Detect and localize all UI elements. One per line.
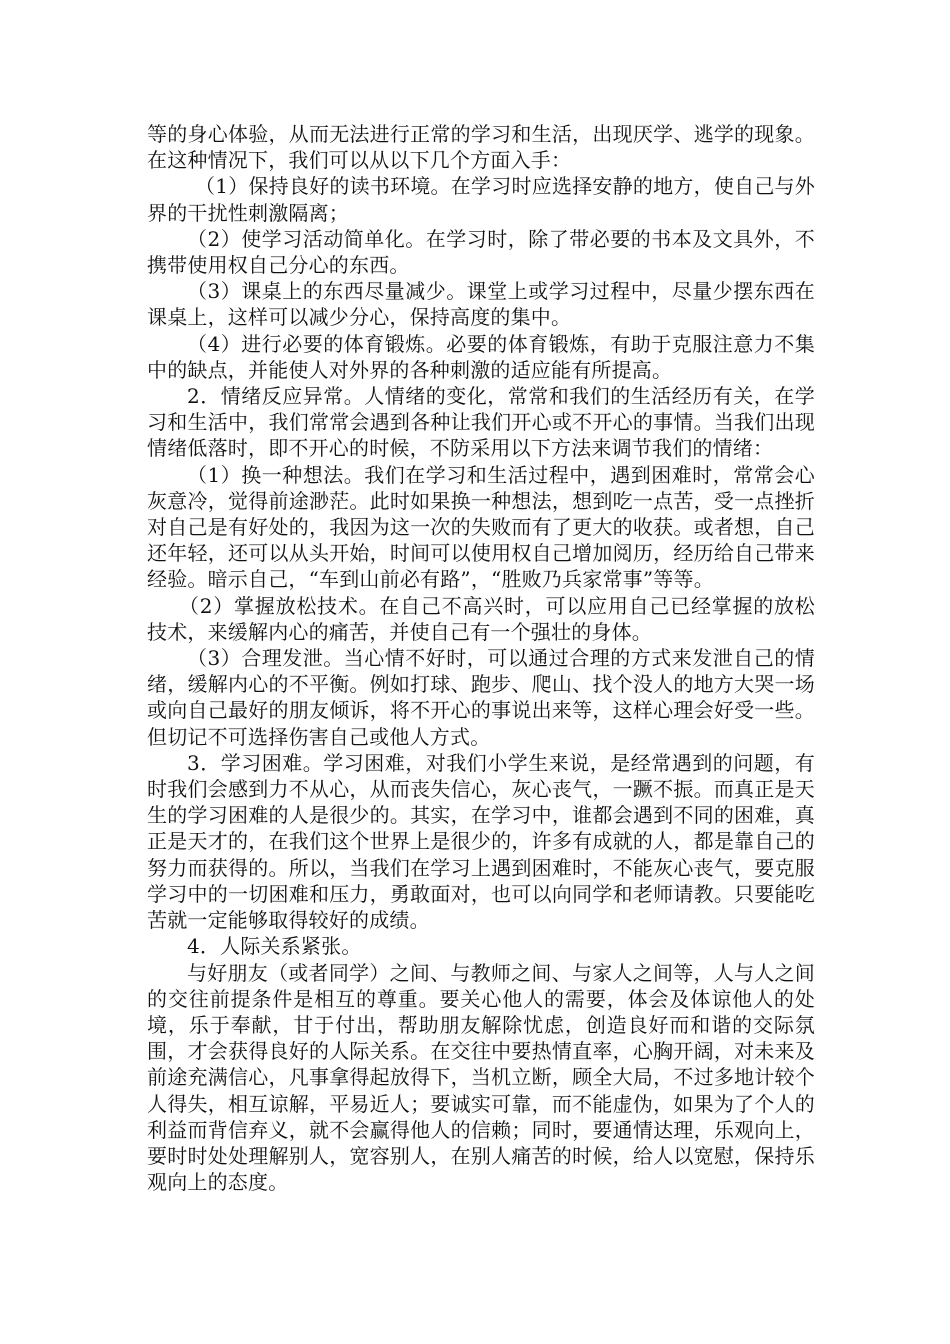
paragraph-continuation: 等的身心体验，从而无法进行正常的学习和生活，出现厌学、逃学的现象。在这种情况下，我们可以从以下几个方面入手： <box>147 122 815 173</box>
paragraph-learning-difficulties: 3．学习困难。学习困难，对我们小学生来说，是经常遇到的问题，有时我们会感到力不从心，从而丧失信心，灰心丧气，一蹶不振。而真正是天生的学习困难的人是很少的。其实，在学习中，谁都会遇到不同的困难，真正是天才的，在我们这个世界上是很少的，许多有成就的人，都是靠自己的努力而获得的。所以，当我们在学习上遇到困难时，不能灰心丧气，要克服学习中的一切困难和压力，勇敢面对，也可以向同学和老师请教。只要能吃苦就一定能够取得较好的成绩。 <box>147 750 815 933</box>
paragraph-physical-exercise: （4）进行必要的体育锻炼。必要的体育锻炼，有助于克服注意力不集中的缺点，并能使人对外界的各种刺激的适应能有所提高。 <box>147 331 815 382</box>
paragraph-change-thinking: （1）换一种想法。我们在学习和生活过程中，遇到困难时，常常会心灰意冷，觉得前途渺茫。此时如果换一种想法，想到吃一点苦，受一点挫折对自己是有好处的，我因为这一次的失败而有了更大的收获。或者想，自己还年轻，还可以从头开始，时间可以使用权自己增加阅历，经历给自己带来经验。暗示自己，“车到山前必有路”，“胜败乃兵家常事”等等。 <box>147 462 815 592</box>
paragraph-emotional-reactions: 2．情绪反应异常。人情绪的变化，常常和我们的生活经历有关，在学习和生活中，我们常常会遇到各种让我们开心或不开心的事情。当我们出现情绪低落时，即不开心的时候，不防采用以下方法来调节我们的情绪： <box>147 384 815 461</box>
paragraph-reduce-desk-items: （3）课桌上的东西尽量减少。课堂上或学习过程中，尽量少摆东西在课桌上，这样可以减少分心，保持高度的集中。 <box>147 279 815 330</box>
document-body <box>147 121 815 1195</box>
paragraph-reasonable-venting: （3）合理发泄。当心情不好时，可以通过合理的方式来发泄自己的情绪，缓解内心的不平衡。例如打球、跑步、爬山、找个没人的地方大哭一场或向自己最好的朋友倾诉，将不开心的事说出来等，这样心理会好受一些。但切记不可选择伤害自己或他人方式。 <box>147 646 815 749</box>
paragraph-interpersonal-relations: 与好朋友（或者同学）之间、与教师之间、与家人之间等，人与人之间的交往前提条件是相互的尊重。要关心他人的需要，体会及体谅他人的处境，乐于奉献，甘于付出，帮助朋友解除忧虑，创造良好而和谐的交际氛围，才会获得良好的人际关系。在交往中要热情直率，心胸开阔，对未来及前途充满信心，凡事拿得起放得下，当机立断，顾全大局，不过多地计较个人得失，相互谅解，平易近人；要诚实可靠，而不能虚伪，如果为了个人的利益而背信弃义，就不会赢得他人的信赖；同时，要通情达理，乐观向上，要时时处处理解别人，宽容别人，在别人痛苦的时候，给人以宽慰，保持乐观向上的态度。 <box>147 960 815 1195</box>
paragraph-simplify-activities: （2）使学习活动简单化。在学习时，除了带必要的书本及文具外，不携带使用权自己分心的东西。 <box>147 226 815 278</box>
paragraph-reading-environment: （1）保持良好的读书环境。在学习时应选择安静的地方，使自己与外界的干扰性刺激隔离； <box>147 174 815 225</box>
paragraph-interpersonal-heading: 4．人际关系紧张。 <box>187 934 362 959</box>
paragraph-relaxation-techniques: （2）掌握放松技术。在自己不高兴时，可以应用自己已经掌握的放松技术，来缓解内心的痛苦，并使自己有一个强壮的身体。 <box>147 593 815 644</box>
